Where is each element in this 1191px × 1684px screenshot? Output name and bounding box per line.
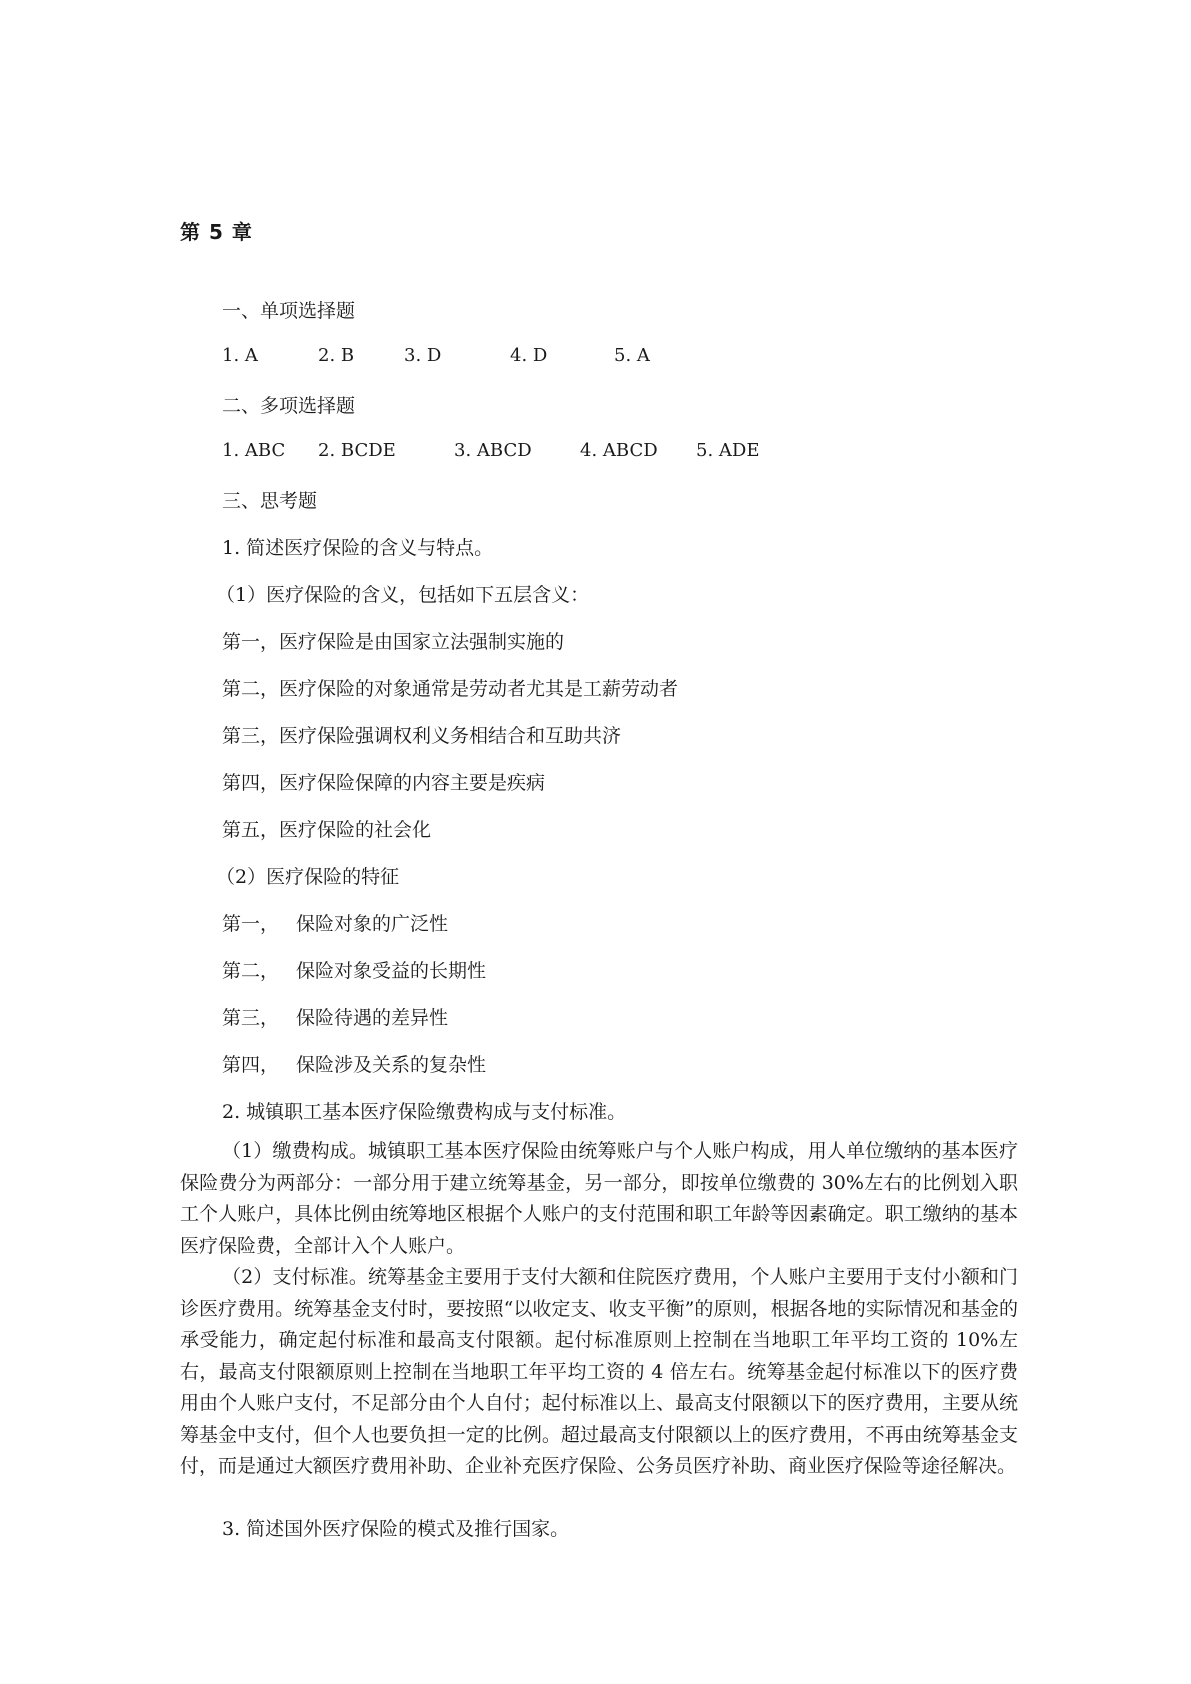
chapter-title: 第 5 章 [180, 220, 253, 244]
meaning-item: 第二，医疗保险的对象通常是劳动者尤其是工薪劳动者 [222, 678, 679, 700]
answer-item: 1. A [222, 345, 258, 366]
feature-label: 第四， [222, 1054, 280, 1076]
question-2: 2. 城镇职工基本医疗保险缴费构成与支付标准。 [222, 1101, 627, 1123]
feature-text: 保险待遇的差异性 [296, 1007, 449, 1029]
feature-text: 保险对象受益的长期性 [296, 960, 487, 982]
q1-part2-heading: （2）医疗保险的特征 [216, 866, 400, 888]
meaning-item: 第三，医疗保险强调权利义务相结合和互助共济 [222, 725, 622, 747]
question-3: 3. 简述国外医疗保险的模式及推行国家。 [222, 1518, 570, 1540]
answer-item: 2. BCDE [318, 440, 396, 461]
q1-part1-heading: （1）医疗保险的含义，包括如下五层含义： [216, 584, 590, 606]
answer-item: 4. ABCD [580, 440, 658, 461]
feature-text: 保险涉及关系的复杂性 [296, 1054, 487, 1076]
meaning-item: 第一，医疗保险是由国家立法强制实施的 [222, 631, 565, 653]
section-heading-multiple-choice: 二、多项选择题 [222, 395, 356, 417]
answer-item: 4. D [510, 345, 548, 366]
q2-paragraph-payment: （2）支付标准。统筹基金主要用于支付大额和住院医疗费用，个人账户主要用于支付小额和门诊医疗费用。统筹基金支付时，要按照“以收定支、收支平衡”的原则，根据各地的实际情况和基金的承受能力，确定起付标准和最高支付限额。起付标准原则上控制在当地职工年平均工资的 10%左右，最高支付限额原则上控制在当地职工年平均工资的 4 倍左右。统筹基金起付标准以下的医疗费用由个人账户支付，不足部分由个人自付；起付标准以上、最高支付限额以下的医疗费用，主要从统筹基金中支付，但个人也要负担一定的比例。超过最高支付限额以上的医疗费用，不再由统筹基金支付，而是通过大额医疗费用补助、企业补充医疗保险、公务员医疗补助、商业医疗保险等途径解决。 [180, 1266, 1018, 1477]
section-heading-discussion: 三、思考题 [222, 490, 318, 512]
answer-item: 5. ADE [696, 440, 760, 461]
feature-label: 第三， [222, 1007, 280, 1029]
question-1: 1. 简述医疗保险的含义与特点。 [222, 537, 494, 559]
q2-paragraph-contribution: （1）缴费构成。城镇职工基本医疗保险由统筹账户与个人账户构成，用人单位缴纳的基本医疗保险费分为两部分：一部分用于建立统筹基金，另一部分，即按单位缴费的 30%左右的比例划入职工个人账户，具体比例由统筹地区根据个人账户的支付范围和职工年龄等因素确定。职工缴纳的基本医疗保险费，全部计入个人账户。 [180, 1140, 1018, 1257]
section-heading-single-choice: 一、单项选择题 [222, 300, 356, 322]
answer-item: 2. B [318, 345, 355, 366]
answer-item: 3. D [404, 345, 442, 366]
meaning-item: 第五，医疗保险的社会化 [222, 819, 432, 841]
feature-item [222, 909, 448, 936]
feature-label: 第一， [222, 913, 280, 935]
feature-item [222, 1050, 486, 1077]
meaning-item: 第四，医疗保险保障的内容主要是疾病 [222, 772, 546, 794]
feature-text: 保险对象的广泛性 [296, 913, 449, 935]
feature-item [222, 1003, 448, 1030]
feature-label: 第二， [222, 960, 280, 982]
answer-item: 3. ABCD [454, 440, 532, 461]
answer-item: 5. A [614, 345, 650, 366]
answer-item: 1. ABC [222, 440, 286, 461]
feature-item [222, 956, 486, 983]
